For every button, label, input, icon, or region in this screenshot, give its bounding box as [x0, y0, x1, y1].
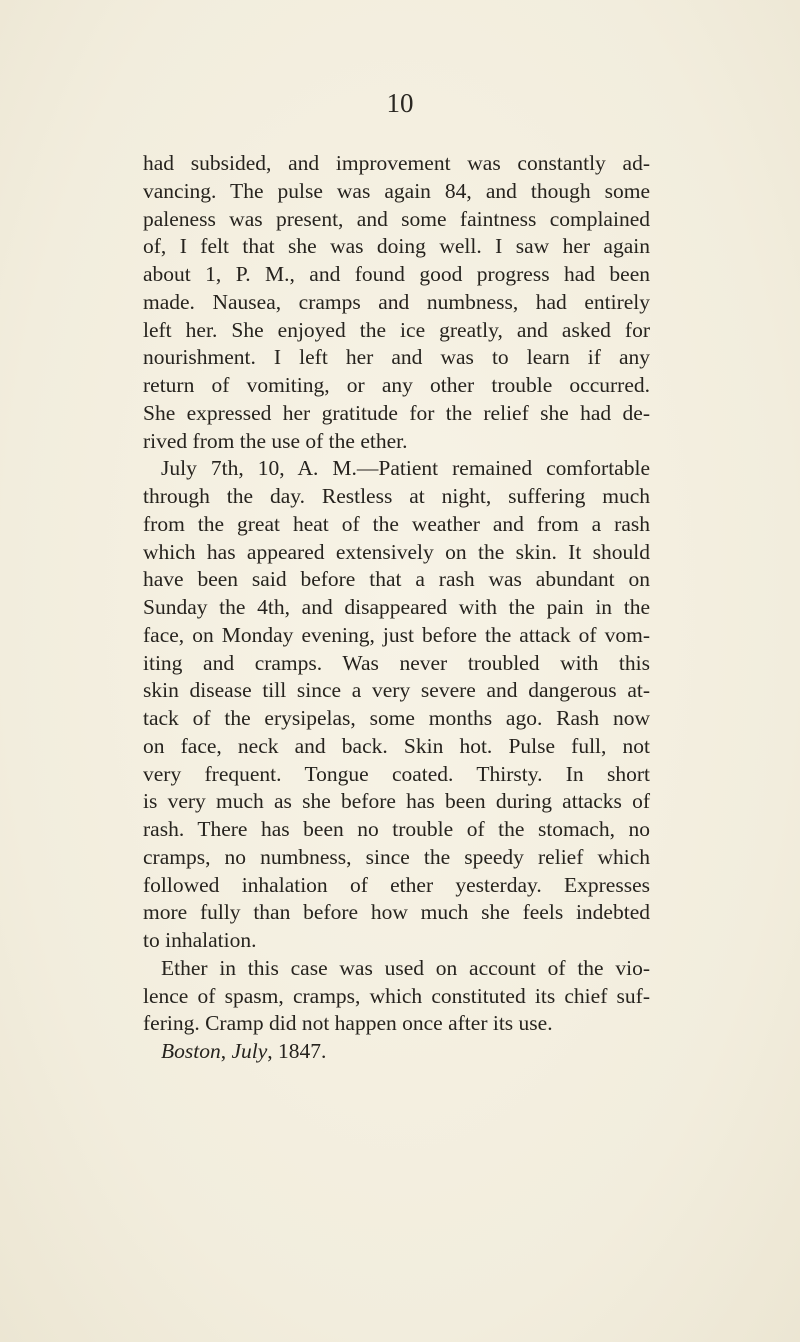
text-line: iting and cramps. Was never troubled with this — [143, 650, 650, 675]
text-line: paleness was present, and some faintness complained — [143, 206, 650, 231]
text-line: had subsided, and improvement was constantly ad- — [143, 151, 650, 175]
text-line: on face, neck and back. Skin hot. Pulse full, not — [143, 733, 650, 758]
text-line: rived from the use of the ether. — [143, 428, 408, 453]
text-line: about 1, P. M., and found good progress had been — [143, 262, 650, 286]
text-line: through the day. Restless at night, suffering much — [143, 484, 650, 508]
text-line: nourishment. I left her and was to learn if any — [143, 345, 650, 370]
signoff-year: 1847. — [278, 1039, 327, 1063]
page-number: 10 — [386, 88, 414, 118]
text-line: fering. Cramp did not happen once after its use. — [143, 1011, 553, 1036]
text-line: of, I felt that she was doing well. I saw her again — [143, 234, 650, 259]
body-text — [143, 150, 650, 1066]
text-line: Ether in this case was used on account of the vio- — [161, 955, 650, 980]
text-line: made. Nausea, cramps and numbness, had entirely — [143, 289, 650, 314]
text-line: cramps, no numbness, since the speedy relief which — [143, 844, 650, 869]
text-line: vancing. The pulse was again 84, and though some — [143, 178, 650, 203]
text-line: more fully than before how much she feels indebted — [143, 900, 650, 925]
text-line: lence of spasm, cramps, which constituted its chief suf- — [143, 983, 650, 1008]
text-line: from the great heat of the weather and from a rash — [143, 511, 650, 536]
text-line: tack of the erysipelas, some months ago. Rash now — [143, 706, 650, 730]
text-line: have been said before that a rash was abundant on — [143, 567, 650, 592]
text-line: July 7th, 10, A. M.—Patient remained comfortable — [161, 456, 650, 481]
text-line: rash. There has been no trouble of the stomach, no — [143, 817, 650, 841]
text-line: Sunday the 4th, and disappeared with the pain in the — [143, 595, 650, 619]
signoff-month: July — [231, 1039, 268, 1063]
text-line: She expressed her gratitude for the relief she had de- — [143, 400, 650, 425]
signoff-line: Boston, July, 1847. — [161, 1039, 327, 1063]
text-line: is very much as she before has been during attacks of — [143, 789, 650, 814]
text-line: followed inhalation of ether yesterday. Expresses — [143, 872, 650, 897]
text-line: skin disease till since a very severe and dangerous at- — [143, 678, 650, 703]
text-line: very frequent. Tongue coated. Thirsty. In short — [143, 761, 650, 786]
signoff-place: Boston — [161, 1039, 221, 1063]
text-line: return of vomiting, or any other trouble occurred. — [143, 373, 650, 397]
text-line: left her. She enjoyed the ice greatly, and asked for — [143, 317, 650, 342]
text-line: which has appeared extensively on the skin. It should — [143, 539, 650, 564]
text-line: to inhalation. — [143, 928, 257, 952]
text-line: face, on Monday evening, just before the attack of vom- — [143, 622, 650, 647]
